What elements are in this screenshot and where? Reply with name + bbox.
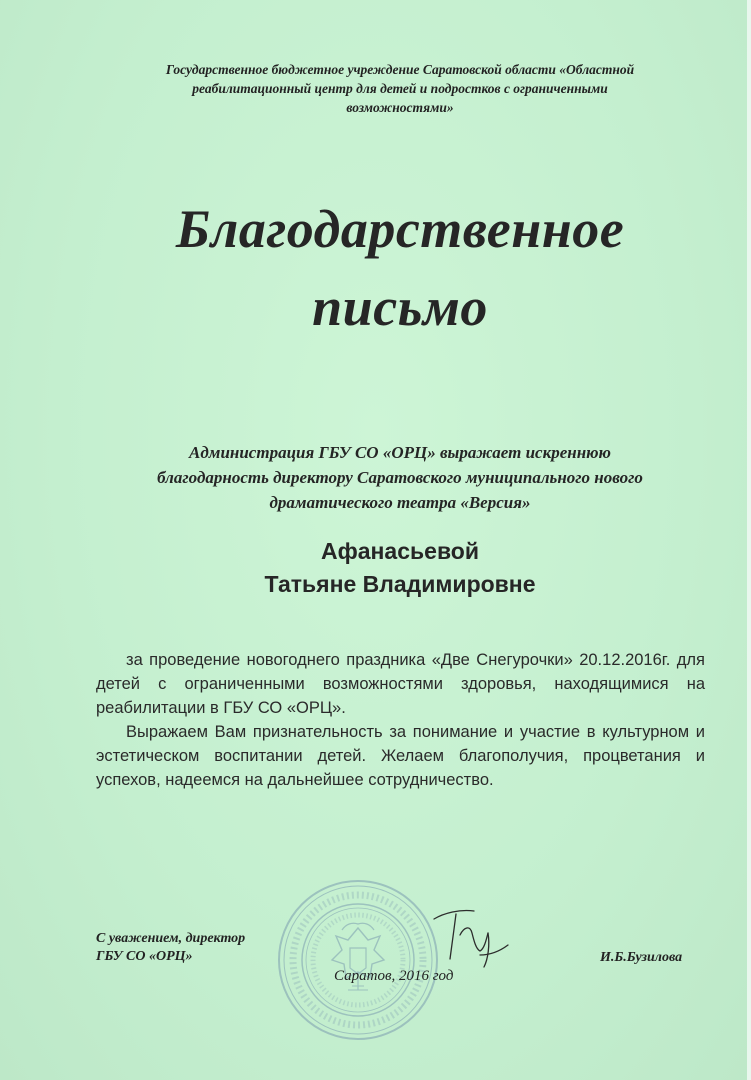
recipient-name: [120, 535, 680, 601]
closing-line-1: С уважением, директор: [96, 931, 246, 946]
letter-body: [96, 648, 705, 792]
intro-line-2: благодарность директору Саратовского муниципального нового: [157, 468, 643, 487]
intro-line-3: драматического театра «Версия»: [269, 493, 531, 512]
official-stamp: [276, 878, 440, 1042]
header-line-3: возможностями»: [346, 100, 454, 115]
closing-line-2: ГБУ СО «ОРЦ»: [96, 949, 193, 964]
title-line-2: письмо: [312, 277, 488, 337]
director-signature: [430, 905, 510, 973]
city-year: Саратов, 2016 год: [334, 968, 454, 984]
body-paragraph-2: Выражаем Вам признательность за понимание и участие в культурном и эстетическом воспитании детей. Желаем благополучия, процветания и успехов, надеемся на дальнейшее сотрудничество.: [96, 723, 705, 789]
recipient-surname: Афанасьевой: [321, 538, 479, 564]
letter-title: [60, 190, 740, 346]
body-paragraph-1: за проведение новогоднего праздника «Две Снегурочки» 20.12.2016г. для детей с ограниченными возможностями здоровья, находящимися на реабилитации в ГБУ СО «ОРЦ».: [96, 651, 705, 717]
recipient-given-names: Татьяне Владимировне: [264, 571, 536, 597]
intro-text: [80, 440, 720, 515]
header-line-1: Государственное бюджетное учреждение Саратовской области «Областной: [165, 62, 635, 77]
organization-header: [100, 60, 700, 117]
signer-name: И.Б.Бузилова: [600, 950, 683, 965]
title-line-1: Благодарственное: [175, 199, 625, 259]
intro-line-1: Администрация ГБУ СО «ОРЦ» выражает искреннюю: [189, 443, 611, 462]
header-line-2: реабилитационный центр для детей и подростков с ограниченными: [192, 81, 608, 96]
paper-edge: [747, 0, 751, 1080]
closing-block: [96, 930, 245, 966]
